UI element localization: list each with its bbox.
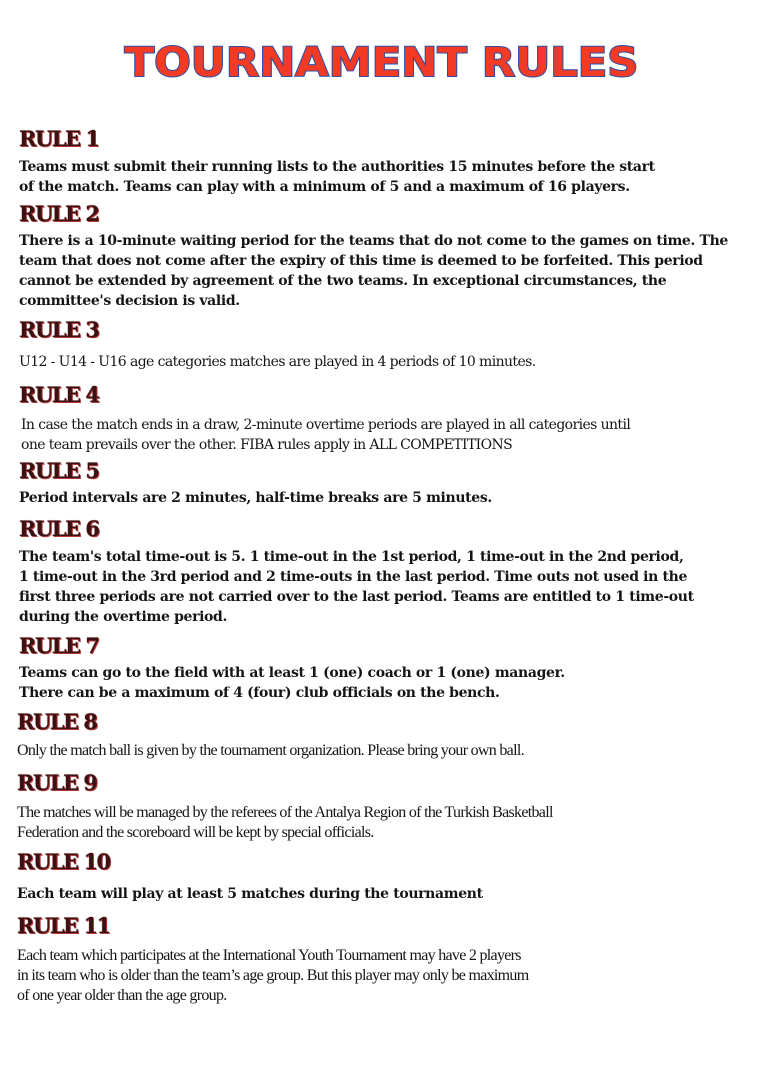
rule-3-line-1: U12 - U14 - U16 age categories matches are played in 4 periods of 10 minutes. xyxy=(19,354,536,370)
rule-6-heading: RULE 6 xyxy=(19,516,99,541)
rule-11-body xyxy=(17,946,757,1006)
rule-4-line-2: one team prevails over the other. FIBA rules apply in ALL COMPETITIONS xyxy=(21,437,513,453)
rule-2-line-4: committee's decision is valid. xyxy=(19,293,240,309)
rule-4-heading: RULE 4 xyxy=(19,382,99,407)
rule-5-heading: RULE 5 xyxy=(19,458,99,483)
rule-7-line-1: Teams can go to the field with at least 1 (one) coach or 1 (one) manager. xyxy=(19,665,565,681)
rule-6-line-1: The team's total time-out is 5. 1 time-out in the 1st period, 1 time-out in the 2nd period, xyxy=(19,549,684,565)
rule-3-body xyxy=(19,352,759,372)
rule-11-heading: RULE 11 xyxy=(17,913,110,938)
rule-1-heading: RULE 1 xyxy=(19,126,99,151)
rule-9-line-2: Federation and the scoreboard will be kept by special officials. xyxy=(17,824,374,841)
rule-10-line-1: Each team will play at least 5 matches during the tournament xyxy=(17,886,483,902)
rule-7-body xyxy=(19,663,759,703)
rule-10-heading: RULE 10 xyxy=(17,849,110,874)
rule-11-line-2: in its team who is older than the team’s age group. But this player may only be maximum xyxy=(17,967,529,984)
rule-10-body xyxy=(17,884,757,904)
rule-11-line-1: Each team which participates at the International Youth Tournament may have 2 players xyxy=(17,947,521,964)
rule-9-body xyxy=(17,803,757,843)
rule-8-body xyxy=(17,741,757,761)
rule-8-heading: RULE 8 xyxy=(17,709,97,734)
rule-11-line-3: of one year older than the age group. xyxy=(17,987,227,1004)
rule-2-body xyxy=(19,231,759,311)
rule-5-line-1: Period intervals are 2 minutes, half-time breaks are 5 minutes. xyxy=(19,490,492,506)
rule-9-heading: RULE 9 xyxy=(17,770,97,795)
rule-1-line-2: of the match. Teams can play with a minimum of 5 and a maximum of 16 players. xyxy=(19,179,630,195)
rule-8-line-1: Only the match ball is given by the tournament organization. Please bring your own ball. xyxy=(17,742,524,759)
rule-2-line-2: team that does not come after the expiry of this time is deemed to be forfeited. This period xyxy=(19,253,703,269)
rule-7-line-2: There can be a maximum of 4 (four) club officials on the bench. xyxy=(19,685,500,701)
rule-1-body xyxy=(19,157,759,197)
rule-6-body xyxy=(19,547,759,627)
rule-4-line-1: In case the match ends in a draw, 2-minute overtime periods are played in all categories until xyxy=(21,417,631,433)
rule-7-heading: RULE 7 xyxy=(19,633,99,658)
rule-6-line-4: during the overtime period. xyxy=(19,609,228,625)
rule-2-heading: RULE 2 xyxy=(19,201,99,226)
rule-4-body xyxy=(21,415,761,455)
rule-6-line-2: 1 time-out in the 3rd period and 2 time-outs in the last period. Time outs not used in the xyxy=(19,569,688,585)
rule-6-line-3: first three periods are not carried over to the last period. Teams are entitled to 1 time-out xyxy=(19,589,694,605)
page-title: TOURNAMENT RULES xyxy=(124,40,639,86)
rule-5-body xyxy=(19,488,759,508)
rule-9-line-1: The matches will be managed by the referees of the Antalya Region of the Turkish Basketball xyxy=(17,804,553,821)
rule-1-line-1: Teams must submit their running lists to the authorities 15 minutes before the start xyxy=(19,159,655,175)
rule-2-line-1: There is a 10-minute waiting period for the teams that do not come to the games on time. The xyxy=(19,233,728,249)
rule-3-heading: RULE 3 xyxy=(19,317,99,342)
rule-2-line-3: cannot be extended by agreement of the two teams. In exceptional circumstances, the xyxy=(19,273,667,289)
